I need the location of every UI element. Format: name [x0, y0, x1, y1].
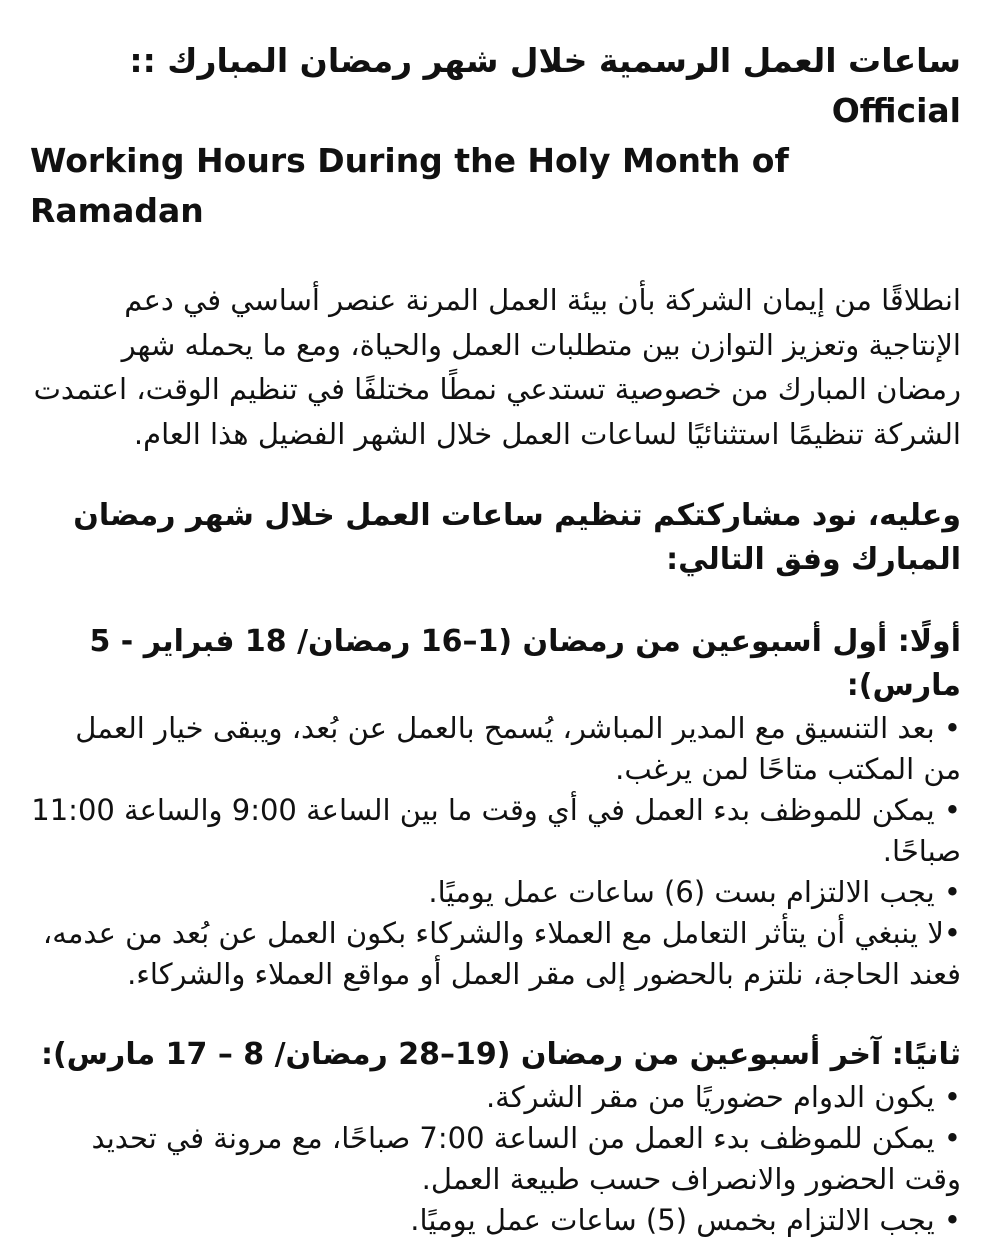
bullet-list — [30, 1077, 961, 1241]
intro-paragraph: انطلاقًا من إيمان الشركة بأن بيئة العمل المرنة عنصر أساسي في دعم الإنتاجية وتعزيز التوازن بين متطلبات العمل والحياة، ومع ما يحمله شهر رمضان المبارك من خصوصية تستدعي نمطًا مختلفًا في تنظيم الوقت، اعتمدت الشركة تنظيمًا استثنائيًا لساعات العمل خلال الشهر الفضيل هذا العام. — [33, 283, 961, 451]
bullet-item: • يمكن للموظف بدء العمل في أي وقت ما بين الساعة 9:00 والساعة 11:00 صباحًا. — [31, 793, 961, 868]
section-first-two-weeks — [30, 620, 961, 995]
page-title — [30, 36, 961, 236]
lead-statement: وعليه، نود مشاركتكم تنظيم ساعات العمل خلال شهر رمضان المبارك وفق التالي: — [73, 498, 961, 577]
bullet-item: • يكون الدوام حضوريًا من مقر الشركة. — [485, 1080, 961, 1114]
bullet-item: • يمكن للموظف بدء العمل من الساعة 7:00 صباحًا، مع مرونة في تحديد وقت الحضور والانصراف حسب طبيعة العمل. — [91, 1121, 961, 1196]
title-arabic: ساعات العمل الرسمية خلال شهر رمضان المبارك :: Official — [129, 41, 961, 130]
title-english: Working Hours During the Holy Month of Ramadan — [30, 141, 789, 230]
section-heading: أولًا: أول أسبوعين من رمضان (1–16 رمضان/ 18 فبراير - 5 مارس): — [89, 624, 961, 703]
section-heading: ثانيًا: آخر أسبوعين من رمضان (19–28 رمضان/ 8 – 17 مارس): — [40, 1037, 961, 1072]
section-last-two-weeks — [30, 1033, 961, 1241]
bullet-item: • يجب الالتزام بست (6) ساعات عمل يوميًا. — [428, 875, 961, 909]
bullet-item: • يجب الالتزام بخمس (5) ساعات عمل يوميًا. — [410, 1203, 961, 1237]
bullet-list — [30, 708, 961, 995]
bullet-item: • بعد التنسيق مع المدير المباشر، يُسمح بالعمل عن بُعد، ويبقى خيار العمل من المكتب متاحًا لمن يرغب. — [75, 711, 961, 786]
bullet-item: •لا ينبغي أن يتأثر التعامل مع العملاء والشركاء بكون العمل عن بُعد من عدمه، فعند الحاجة، نلتزم بالحضور إلى مقر العمل أو مواقع العملاء والشركاء. — [42, 916, 961, 991]
